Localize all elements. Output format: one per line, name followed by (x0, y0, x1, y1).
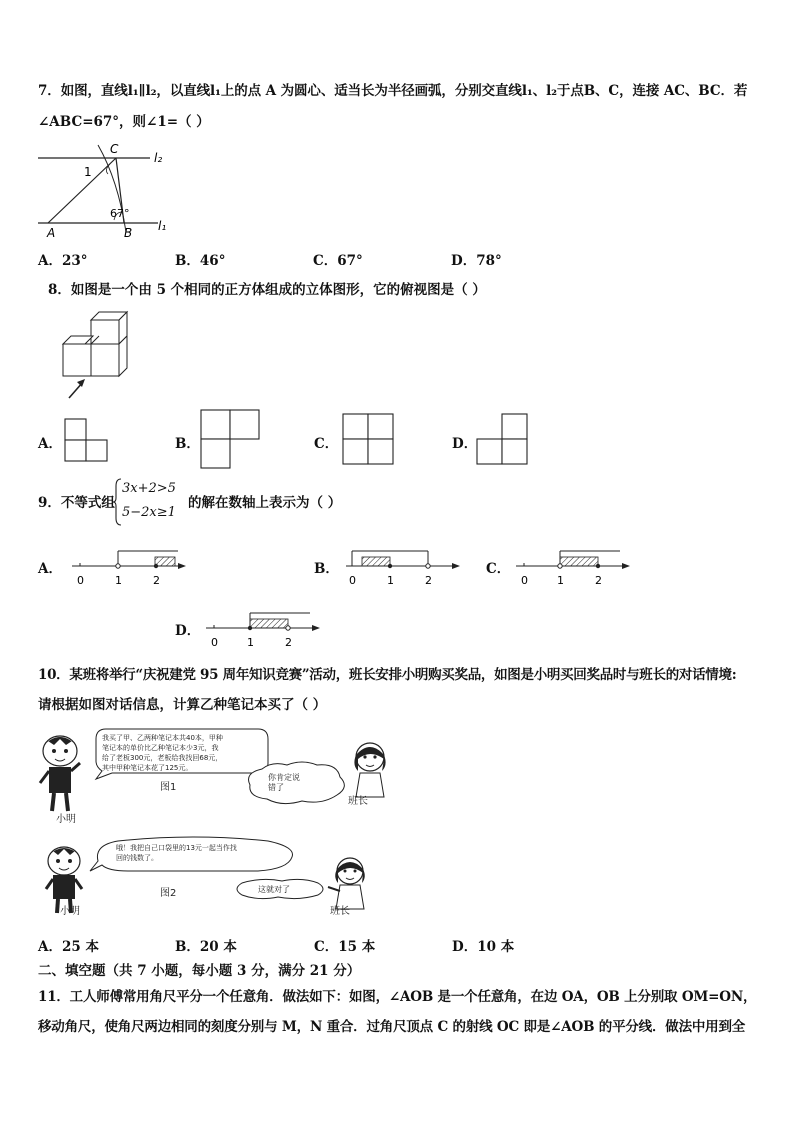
q10-fig1-bubble-line1: 我买了甲、乙两种笔记本共40本，甲种 (102, 734, 223, 742)
q7-label-67: 67° (110, 207, 130, 220)
q10-fig1-reply-bubble (242, 759, 352, 809)
q8-option-a-grid[interactable] (64, 418, 108, 462)
q10-fig1-caption: 图1 (160, 782, 177, 793)
q7-option-a[interactable]: A．23° (38, 253, 88, 269)
q7-text-line2: ∠ABC=67°，则∠1=（ ） (38, 114, 210, 130)
q10-figure-2 (36, 833, 396, 923)
q9-c-tick-2: 2 (595, 574, 602, 587)
q8-cube-figure (55, 310, 135, 402)
q10-fig1-name-monitor: 班长 (348, 796, 368, 807)
q10-fig1-bubble-line4: 其中甲种笔记本花了125元。 (102, 764, 193, 772)
q10-fig2-bubble-line2: 回的钱数了。 (116, 854, 158, 862)
q8-option-a[interactable]: A． (38, 436, 62, 452)
q9-a-tick-2: 2 (153, 574, 160, 587)
q9-ineq1: 3x+2>5 (122, 481, 176, 496)
q9-numberline-a[interactable] (68, 545, 190, 587)
q9-b-tick-1: 1 (387, 574, 394, 587)
q9-a-tick-0: 0 (77, 574, 84, 587)
q10-option-a[interactable]: A．25 本 (38, 939, 99, 955)
q7-label-c: C (110, 142, 119, 156)
q9-d-tick-1: 1 (247, 636, 254, 649)
q10-fig1-name-xiaoming: 小明 (56, 814, 76, 825)
q10-text-line2: 请根据如图对话信息，计算乙种笔记本买了（ ） (38, 697, 327, 713)
q10-fig1-monitor-drawing (348, 739, 392, 799)
q9-ineq2: 5−2x≥1 (122, 505, 176, 520)
q9-b-tick-2: 2 (425, 574, 432, 587)
q9-d-tick-2: 2 (285, 636, 292, 649)
q10-fig2-name-xiaoming: 小明 (60, 906, 80, 917)
q8-option-b[interactable]: B． (175, 436, 200, 452)
q10-fig1-xiaoming-drawing (36, 733, 86, 819)
q10-option-d[interactable]: D．10 本 (452, 939, 515, 955)
q7-option-b[interactable]: B．46° (175, 253, 226, 269)
q9-numberline-b[interactable] (342, 545, 464, 587)
q8-option-c[interactable]: C． (314, 436, 339, 452)
q9-prefix: 9．不等式组 (38, 495, 115, 511)
q9-option-d[interactable]: D． (175, 623, 201, 639)
section-2-heading: 二、填空题（共 7 小题，每小题 3 分，满分 21 分） (38, 963, 361, 979)
q9-numberline-c[interactable] (512, 545, 634, 587)
q7-figure (38, 140, 178, 240)
q10-figure-1 (36, 725, 396, 835)
q10-fig2-name-monitor: 班长 (330, 906, 350, 917)
q10-fig2-bubble-line1: 哦！我把自己口袋里的13元一起当作找 (116, 844, 237, 852)
q10-option-c[interactable]: C．15 本 (314, 939, 376, 955)
q9-c-tick-0: 0 (521, 574, 528, 587)
q8-option-c-grid[interactable] (342, 413, 394, 465)
q7-label-l2: l₂ (154, 151, 163, 165)
q11-text-line2: 移动角尺，使角尺两边相同的刻度分别与 M，N 重合．过角尺顶点 C 的射线 OC 即是∠AOB 的平分线．做法中用到全 (38, 1019, 746, 1035)
q10-option-b[interactable]: B．20 本 (175, 939, 237, 955)
q10-fig1-reply-line1: 你肯定说 (268, 773, 300, 782)
q10-fig1-reply-line2: 错了 (268, 783, 284, 792)
q8-option-d[interactable]: D． (452, 436, 478, 452)
q7-label-b: B (124, 226, 133, 240)
q9-option-c[interactable]: C． (486, 561, 511, 577)
q7-label-l1: l₁ (158, 219, 167, 233)
q9-a-tick-1: 1 (115, 574, 122, 587)
q9-brace (112, 478, 122, 526)
q9-b-tick-0: 0 (349, 574, 356, 587)
q9-numberline-d[interactable] (202, 607, 324, 649)
q10-fig1-bubble-line3: 给了老板300元，老板给我找回68元， (102, 754, 223, 762)
q7-label-angle1: 1 (84, 165, 92, 179)
q7-option-c[interactable]: C．67° (313, 253, 363, 269)
q9-c-tick-1: 1 (557, 574, 564, 587)
q10-fig2-monitor-drawing (326, 855, 372, 911)
q8-option-b-grid[interactable] (200, 409, 260, 469)
q10-fig1-bubble-line2: 笔记本的单价比乙种笔记本少3元，我 (102, 744, 219, 752)
q9-option-a[interactable]: A． (38, 561, 62, 577)
q9-option-b[interactable]: B． (314, 561, 339, 577)
q10-fig2-caption: 图2 (160, 888, 177, 899)
q7-option-d[interactable]: D．78° (451, 253, 502, 269)
q11-text-line1: 11．工人师傅常用角尺平分一个任意角．做法如下：如图，∠AOB 是一个任意角，在边 OA，OB 上分别取 OM=ON， (38, 989, 757, 1005)
q8-text: 8．如图是一个由 5 个相同的正方体组成的立体图形，它的俯视图是（ ） (48, 282, 486, 298)
q8-option-d-grid[interactable] (476, 413, 528, 465)
q7-label-a: A (47, 226, 56, 240)
q9-suffix: 的解在数轴上表示为（ ） (188, 495, 342, 511)
q10-fig2-reply: 这就对了 (258, 885, 290, 894)
q10-text-line1: 10．某班将举行“庆祝建党 95 周年知识竞赛”活动，班长安排小明购买奖品，如图是小明买回奖品时与班长的对话情境: (38, 667, 737, 683)
q7-text-line1: 7．如图，直线l₁∥l₂，以直线l₁上的点 A 为圆心、适当长为半径画弧，分别交直线l₁、l₂于点B、C，连接 AC、BC．若 (38, 83, 748, 99)
q10-fig2-xiaoming-drawing (40, 845, 90, 915)
q9-d-tick-0: 0 (211, 636, 218, 649)
